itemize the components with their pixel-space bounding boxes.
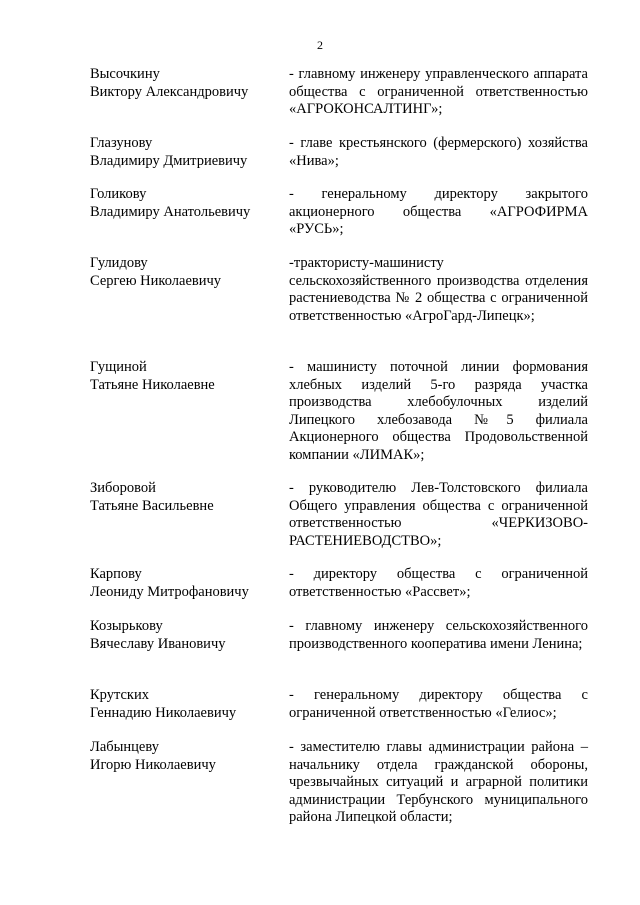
recipient-position: - заместителю главы администрации района – начальнику отдела гражданской обороны, чрезвычайных ситуаций и аграрной политики администрации Тербунского муниципального района Липецкой области; — [289, 739, 588, 825]
recipient-surname: Глазунову — [90, 135, 153, 151]
recipient-given-names: Вячеславу Ивановичу — [90, 635, 226, 652]
recipient-surname: Гулидову — [90, 255, 148, 271]
recipient-position: - главному инженеру управленческого аппарата общества с ограниченной ответственностью «АГРОКОНСАЛТИНГ»; — [289, 66, 588, 117]
recipient-name — [90, 359, 275, 394]
recipient-name — [90, 186, 275, 221]
recipient-position: -трактористу-машинисту сельскохозяйственного производства отделения растениеводства № 2 общества с ограниченной ответственностью «АгроГард-Липецк»; — [289, 255, 588, 324]
recipient-surname: Карпову — [90, 566, 142, 582]
recipient-given-names: Леониду Митрофановичу — [90, 583, 249, 600]
recipient-surname: Козырькову — [90, 618, 163, 634]
recipient-given-names: Татьяне Васильевне — [90, 497, 214, 514]
recipient-position: - генеральному директору закрытого акционерного общества «АГРОФИРМА «РУСЬ»; — [289, 186, 588, 237]
recipient-surname: Высочкину — [90, 66, 160, 82]
recipient-position: - главе крестьянского (фермерского) хозяйства «Нива»; — [289, 135, 588, 169]
recipient-name — [90, 739, 275, 774]
page-number: 2 — [317, 38, 323, 52]
recipient-surname: Лабынцеву — [90, 739, 159, 755]
recipient-name — [90, 480, 275, 515]
recipient-position: - главному инженеру сельскохозяйственного производственного кооператива имени Ленина; — [289, 618, 588, 652]
recipient-given-names: Сергею Николаевичу — [90, 272, 222, 289]
recipient-name — [90, 566, 275, 601]
recipient-given-names: Владимиру Анатольевичу — [90, 203, 251, 220]
recipient-position: - машинисту поточной линии формования хлебных изделий 5-го разряда участка производства хлебобулочных изделий Липецкого хлебозавода №5 филиала Акционерного общества Продовольственной компании «ЛИМАК»; — [289, 359, 588, 463]
recipient-name — [90, 66, 275, 101]
recipient-given-names: Игорю Николаевичу — [90, 756, 216, 773]
recipient-name — [90, 687, 275, 722]
recipient-surname: Крутских — [90, 687, 149, 703]
recipient-given-names: Владимиру Дмитриевичу — [90, 152, 248, 169]
recipient-given-names: Виктору Александровичу — [90, 83, 249, 100]
recipient-surname: Гущиной — [90, 359, 147, 375]
recipient-position: - руководителю Лев-Толстовского филиала Общего управления общества с ограниченной ответственностью «ЧЕРКИЗОВО-РАСТЕНИЕВОДСТВО»; — [289, 480, 588, 549]
recipient-name — [90, 618, 275, 653]
recipient-given-names: Татьяне Николаевне — [90, 376, 215, 393]
recipient-surname: Зиборовой — [90, 480, 156, 496]
recipient-given-names: Геннадию Николаевичу — [90, 704, 237, 721]
recipient-name — [90, 135, 275, 170]
recipient-name — [90, 255, 275, 290]
recipient-surname: Голикову — [90, 186, 147, 202]
recipient-position: - директору общества с ограниченной ответственностью «Рассвет»; — [289, 566, 588, 600]
recipient-position: - генеральному директору общества с ограниченной ответственностью «Гелиос»; — [289, 687, 588, 721]
